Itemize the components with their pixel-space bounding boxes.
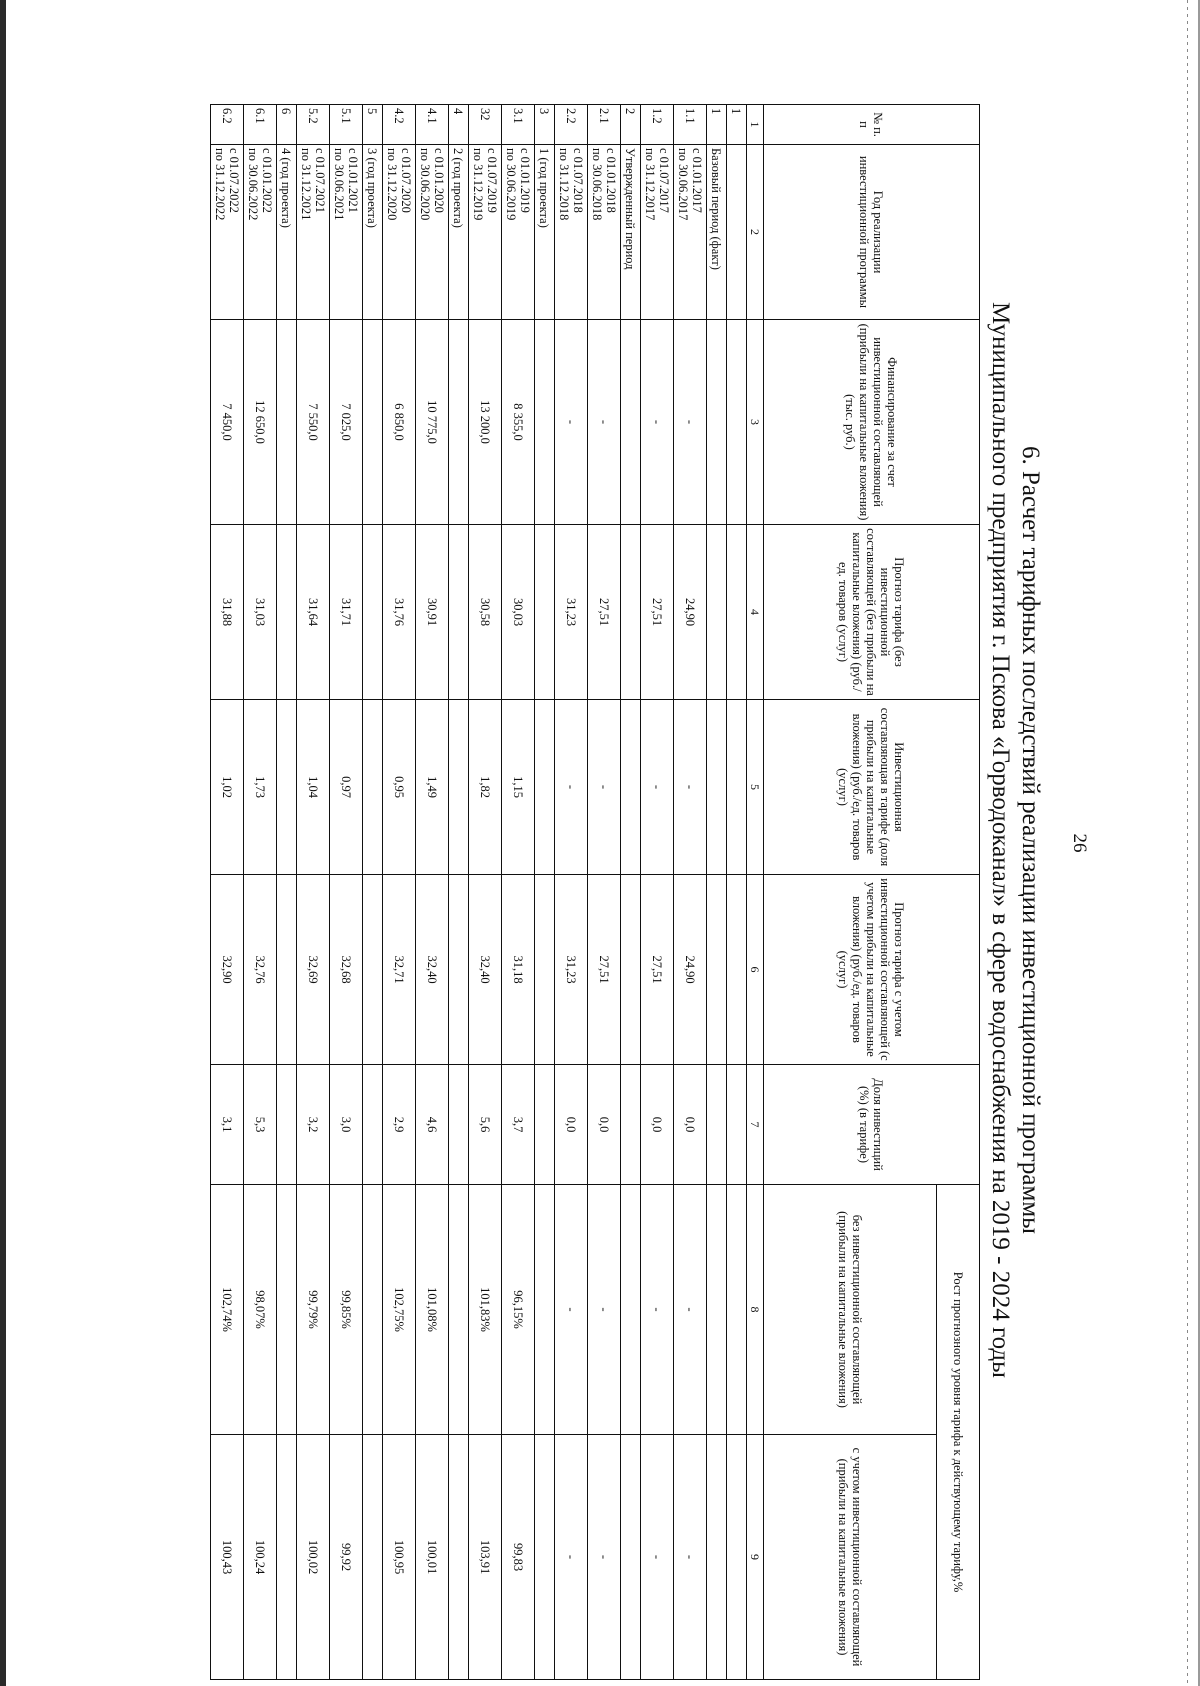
period-line: по 31.12.2020 [385, 148, 399, 221]
value-c6: 32,90 [211, 875, 244, 1065]
value-c6: 27,51 [588, 875, 621, 1065]
empty-cell [621, 1435, 641, 1680]
row-number: 1 [727, 105, 747, 145]
value-c8: 102,75% [383, 1185, 416, 1435]
value-c5: - [674, 700, 707, 875]
empty-cell [727, 1185, 747, 1435]
table-row [211, 105, 244, 1680]
value-c8: 101,08% [416, 1185, 449, 1435]
empty-cell [727, 1065, 747, 1185]
value-c9: 100,43 [211, 1435, 244, 1680]
empty-cell [621, 525, 641, 700]
period-line: по 30.06.2021 [332, 148, 346, 221]
tariff-table [210, 104, 980, 1680]
period-line: по 30.06.2018 [590, 148, 604, 221]
value-c9: 100,95 [383, 1435, 416, 1680]
value-c7: 0,0 [641, 1065, 674, 1185]
value-c8: 101,83% [469, 1185, 502, 1435]
section-row [277, 105, 297, 1680]
column-number: 9 [747, 1435, 764, 1680]
empty-cell [621, 320, 641, 525]
value-c3: 6 850,0 [383, 320, 416, 525]
period-line: по 31.12.2019 [471, 148, 485, 221]
row-number: 3 [535, 105, 555, 145]
value-c3: 7 025,0 [330, 320, 363, 525]
empty-cell [535, 525, 555, 700]
value-c8: - [588, 1185, 621, 1435]
period-line: по 30.06.2020 [418, 148, 432, 221]
period-line: по 31.12.2021 [299, 148, 313, 221]
column-number: 2 [747, 145, 764, 320]
value-c3: - [588, 320, 621, 525]
value-c9: 100,01 [416, 1435, 449, 1680]
empty-cell [727, 700, 747, 875]
column-number: 4 [747, 525, 764, 700]
value-c5: 1,15 [502, 700, 535, 875]
period-cell [244, 145, 277, 320]
column-number-row [747, 105, 764, 1680]
value-c5: 0,95 [383, 700, 416, 875]
period-line: с 01.01.2020 [432, 148, 446, 213]
empty-cell [535, 1435, 555, 1680]
value-c5: 1,73 [244, 700, 277, 875]
value-c6: 32,76 [244, 875, 277, 1065]
value-c4: 31,76 [383, 525, 416, 700]
value-c3: 10 775,0 [416, 320, 449, 525]
table-row [641, 105, 674, 1680]
value-c4: 31,03 [244, 525, 277, 700]
value-c6: 32,71 [383, 875, 416, 1065]
table-body [211, 105, 747, 1680]
value-c7: 3,7 [502, 1065, 535, 1185]
period-line: по 30.06.2017 [676, 148, 690, 221]
period-line: с 01.07.2019 [485, 148, 499, 213]
empty-cell [621, 1065, 641, 1185]
row-number: 1.2 [641, 105, 674, 145]
empty-cell [449, 700, 469, 875]
empty-cell [363, 700, 383, 875]
title-line-2: Муниципального предприятия г. Пскова «Горводоканал» в сфере водоснабжения на 2019 - 2024 годы [987, 302, 1014, 1378]
row-number: 6.1 [244, 105, 277, 145]
empty-cell [535, 1185, 555, 1435]
value-c3: 7 550,0 [297, 320, 330, 525]
section-row [621, 105, 641, 1680]
empty-cell [535, 1065, 555, 1185]
period-line: с 01.07.2018 [571, 148, 585, 213]
value-c9: 100,02 [297, 1435, 330, 1680]
empty-cell [535, 320, 555, 525]
value-c9: 103,91 [469, 1435, 502, 1680]
value-c4: 31,88 [211, 525, 244, 700]
value-c7: 3,0 [330, 1065, 363, 1185]
value-c9: - [555, 1435, 588, 1680]
empty-cell [363, 1435, 383, 1680]
value-c8: 99,85% [330, 1185, 363, 1435]
empty-cell [277, 1185, 297, 1435]
header-growth-with-invest: с учетом инвестиционной составляющей (прибыли на капитальные вложения) [764, 1435, 937, 1680]
period-cell [297, 145, 330, 320]
value-c5: 1,49 [416, 700, 449, 875]
header-growth-without-invest: без инвестиционной составляющей (прибыли на капитальные вложения) [764, 1185, 937, 1435]
period-cell [211, 145, 244, 320]
period-line: по 30.06.2022 [246, 148, 260, 221]
value-c6: 31,18 [502, 875, 535, 1065]
value-c3: 7 450,0 [211, 320, 244, 525]
empty-cell [363, 875, 383, 1065]
period-cell [555, 145, 588, 320]
value-c5: 0,97 [330, 700, 363, 875]
empty-cell [449, 320, 469, 525]
empty-cell [363, 1185, 383, 1435]
value-c7: 0,0 [674, 1065, 707, 1185]
empty-cell [535, 875, 555, 1065]
value-c7: 5,6 [469, 1065, 502, 1185]
empty-cell [727, 145, 747, 320]
table-row [469, 105, 502, 1680]
section-label: Утвержденный период [621, 145, 641, 320]
empty-cell [449, 1435, 469, 1680]
value-c4: 24,90 [674, 525, 707, 700]
value-c7: 4,6 [416, 1065, 449, 1185]
period-cell [469, 145, 502, 320]
row-number: 2.2 [555, 105, 588, 145]
row-number: 3.1 [502, 105, 535, 145]
row-number: 1 [707, 105, 727, 145]
empty-cell [621, 700, 641, 875]
row-number: 2.1 [588, 105, 621, 145]
value-c5: 1,82 [469, 700, 502, 875]
column-number: 5 [747, 700, 764, 875]
section-row [363, 105, 383, 1680]
empty-cell [277, 320, 297, 525]
value-c3: - [555, 320, 588, 525]
empty-cell [727, 320, 747, 525]
value-c6: 27,51 [641, 875, 674, 1065]
value-c8: - [674, 1185, 707, 1435]
value-c3: 12 650,0 [244, 320, 277, 525]
period-cell [588, 145, 621, 320]
value-c7: 2,9 [383, 1065, 416, 1185]
period-line: с 01.01.2021 [346, 148, 360, 213]
value-c4: 31,71 [330, 525, 363, 700]
header-invest-share: Доля инвестиций (%) (в тарифе) [764, 1065, 980, 1185]
period-line: с 01.01.2022 [260, 148, 274, 213]
empty-cell [707, 1185, 727, 1435]
section-label: 3 (год проекта) [363, 145, 383, 320]
column-number: 1 [747, 105, 764, 145]
header-tariff-without-invest: Прогноз тарифа (без инвестиционной составляющей (без прибыли на капитальные вложения) (руб./ед. товаров (услуг) [764, 525, 980, 700]
document-title [985, 160, 1045, 1520]
empty-cell [363, 1065, 383, 1185]
value-c3: 13 200,0 [469, 320, 502, 525]
value-c5: 1,02 [211, 700, 244, 875]
value-c4: 30,03 [502, 525, 535, 700]
empty-cell [449, 875, 469, 1065]
period-line: с 01.07.2022 [227, 148, 241, 213]
period-line: с 01.01.2018 [604, 148, 618, 213]
row-number: 4 [449, 105, 469, 145]
empty-cell [277, 1065, 297, 1185]
value-c7: 5,3 [244, 1065, 277, 1185]
table-row [588, 105, 621, 1680]
table-row [416, 105, 449, 1680]
index-row [727, 105, 747, 1680]
empty-cell [449, 1065, 469, 1185]
row-number: 32 [469, 105, 502, 145]
empty-cell [707, 320, 727, 525]
empty-cell [707, 875, 727, 1065]
period-line: с 01.01.2017 [690, 148, 704, 213]
empty-cell [621, 1185, 641, 1435]
section-label: Базовый период (факт) [707, 145, 727, 320]
section-label: 2 (год проекта) [449, 145, 469, 320]
row-number: 5.1 [330, 105, 363, 145]
section-label: 4 (год проекта) [277, 145, 297, 320]
value-c9: 99,83 [502, 1435, 535, 1680]
value-c4: 27,51 [588, 525, 621, 700]
value-c9: 99,92 [330, 1435, 363, 1680]
value-c9: 100,24 [244, 1435, 277, 1680]
value-c9: - [641, 1435, 674, 1680]
empty-cell [449, 525, 469, 700]
value-c9: - [588, 1435, 621, 1680]
empty-cell [535, 700, 555, 875]
period-cell [416, 145, 449, 320]
period-cell [502, 145, 535, 320]
period-line: по 31.12.2018 [557, 148, 571, 221]
empty-cell [707, 700, 727, 875]
value-c3: - [674, 320, 707, 525]
row-number: 2 [621, 105, 641, 145]
empty-cell [277, 525, 297, 700]
header-invest-component: Инвестиционная составляющая в тарифе (доля прибыли на капитальные вложения) (руб./ед. товаров (услуг) [764, 700, 980, 875]
value-c4: 27,51 [641, 525, 674, 700]
column-number: 3 [747, 320, 764, 525]
value-c7: 0,0 [588, 1065, 621, 1185]
empty-cell [707, 525, 727, 700]
empty-cell [363, 525, 383, 700]
empty-cell [621, 875, 641, 1065]
value-c5: - [641, 700, 674, 875]
empty-cell [727, 875, 747, 1065]
value-c7: 3,1 [211, 1065, 244, 1185]
header-no: № п. п [764, 105, 980, 145]
row-number: 6 [277, 105, 297, 145]
table-row [555, 105, 588, 1680]
period-line: с 01.07.2017 [657, 148, 671, 213]
value-c6: 31,23 [555, 875, 588, 1065]
column-number: 6 [747, 875, 764, 1065]
period-line: по 31.12.2022 [213, 148, 227, 221]
row-number: 5.2 [297, 105, 330, 145]
value-c4: 30,91 [416, 525, 449, 700]
empty-cell [277, 1435, 297, 1680]
table-row [244, 105, 277, 1680]
value-c6: 32,69 [297, 875, 330, 1065]
empty-cell [707, 1435, 727, 1680]
value-c6: 24,90 [674, 875, 707, 1065]
empty-cell [277, 875, 297, 1065]
period-line: с 01.01.2019 [518, 148, 532, 213]
header-tariff-with-invest: Прогноз тарифа с учетом инвестиционной составляющей (с учетом прибыли на капитальные вложения) (руб./ед. товаров (услуг) [764, 875, 980, 1065]
value-c5: - [588, 700, 621, 875]
value-c8: - [555, 1185, 588, 1435]
header-growth: Рост прогнозного уровня тарифа к действующему тарифу,% [937, 1185, 980, 1680]
value-c8: 96,15% [502, 1185, 535, 1435]
section-row [535, 105, 555, 1680]
period-cell [330, 145, 363, 320]
table-row [674, 105, 707, 1680]
value-c7: 3,2 [297, 1065, 330, 1185]
value-c8: 99,79% [297, 1185, 330, 1435]
table-row [297, 105, 330, 1680]
empty-cell [707, 1065, 727, 1185]
period-cell [383, 145, 416, 320]
column-number: 7 [747, 1065, 764, 1185]
value-c4: 31,23 [555, 525, 588, 700]
value-c5: - [555, 700, 588, 875]
period-line: с 01.07.2021 [313, 148, 327, 213]
period-line: по 30.06.2019 [504, 148, 518, 221]
column-number: 8 [747, 1185, 764, 1435]
value-c9: - [674, 1435, 707, 1680]
value-c6: 32,40 [416, 875, 449, 1065]
table-row [330, 105, 363, 1680]
section-label: 1 (год проекта) [535, 145, 555, 320]
period-line: с 01.07.2020 [399, 148, 413, 213]
value-c8: 102,74% [211, 1185, 244, 1435]
table-row [383, 105, 416, 1680]
period-cell [641, 145, 674, 320]
value-c4: 30,58 [469, 525, 502, 700]
row-number: 4.2 [383, 105, 416, 145]
row-number: 5 [363, 105, 383, 145]
empty-cell [277, 700, 297, 875]
page-number: 26 [1069, 833, 1090, 853]
value-c4: 31,64 [297, 525, 330, 700]
value-c6: 32,68 [330, 875, 363, 1065]
header-year: Год реализации инвестиционной программы [764, 145, 980, 320]
value-c5: 1,04 [297, 700, 330, 875]
empty-cell [449, 1185, 469, 1435]
row-number: 6.2 [211, 105, 244, 145]
header-financing: Финансирование за счет инвестиционной составляющей (прибыли на капитальные вложения) (тыс. руб.) [764, 320, 980, 525]
value-c3: - [641, 320, 674, 525]
empty-cell [363, 320, 383, 525]
section-row [449, 105, 469, 1680]
row-number: 4.1 [416, 105, 449, 145]
value-c6: 32,40 [469, 875, 502, 1065]
period-line: по 31.12.2017 [643, 148, 657, 221]
value-c8: - [641, 1185, 674, 1435]
title-line-1: 6. Расчет тарифных последствий реализации инвестиционной программы [1017, 446, 1044, 1234]
table-row [502, 105, 535, 1680]
header-row [937, 105, 980, 1680]
value-c7: 0,0 [555, 1065, 588, 1185]
row-number: 1.1 [674, 105, 707, 145]
value-c8: 98,07% [244, 1185, 277, 1435]
value-c3: 8 355,0 [502, 320, 535, 525]
empty-cell [727, 525, 747, 700]
section-row [707, 105, 727, 1680]
empty-cell [727, 1435, 747, 1680]
period-cell [674, 145, 707, 320]
